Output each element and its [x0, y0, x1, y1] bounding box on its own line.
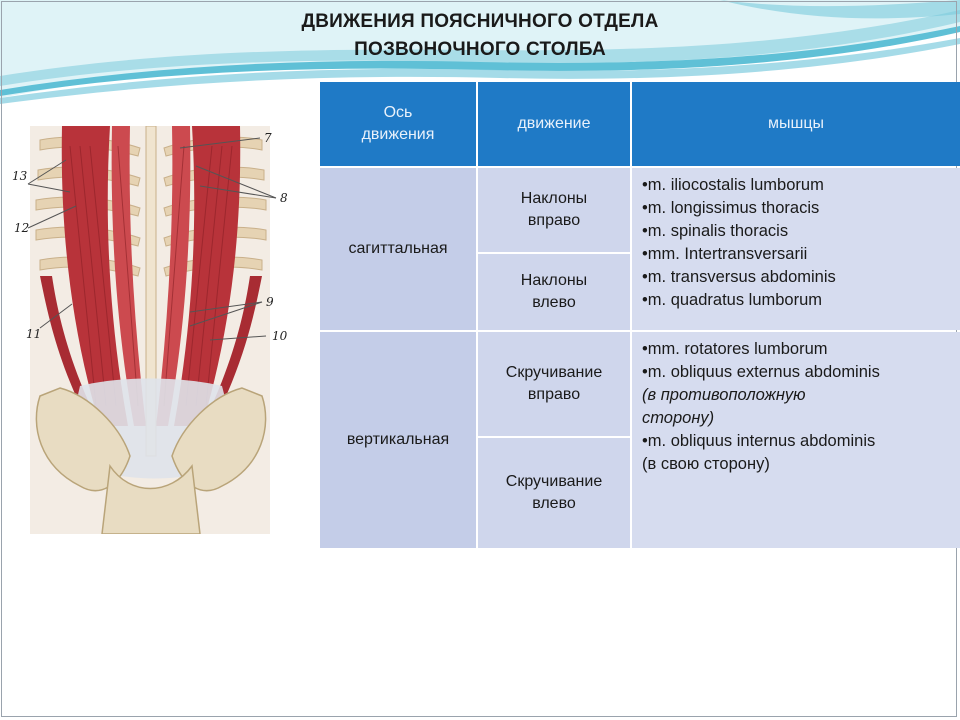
movement-label: влево [532, 294, 576, 311]
header-axis-line-2: движения [361, 126, 435, 143]
header-movement-label: движение [517, 115, 591, 132]
movement-label: Скручивание [505, 473, 603, 490]
title-line-1: ДВИЖЕНИЯ ПОЯСНИЧНОГО ОТДЕЛА [301, 11, 659, 32]
movement-cell-tilt-left [478, 254, 630, 330]
muscle-note: (в свою сторону) [642, 455, 770, 473]
header-muscles-label: мышцы [768, 115, 824, 132]
axis-cell-sagittal [320, 168, 476, 330]
movement-cell-twist-right [478, 332, 630, 436]
muscle-item: •m. quadratus lumborum [642, 291, 823, 309]
muscle-note: сторону) [642, 409, 715, 427]
movement-cell-tilt-right [478, 168, 630, 252]
muscle-item: •m. longissimus thoracis [642, 199, 820, 217]
movement-cell-twist-left [478, 438, 630, 548]
anatomy-illustration [0, 126, 320, 534]
movement-label: влево [532, 495, 576, 512]
header-muscles [632, 82, 960, 166]
back-muscles-drawing [0, 126, 320, 534]
movement-label: вправо [527, 386, 581, 403]
movement-label: Наклоны [520, 190, 588, 207]
muscle-item: •m. obliquus externus abdominis [642, 363, 880, 381]
muscle-note: (в противоположную [642, 386, 806, 404]
movement-label: Наклоны [520, 272, 588, 289]
figure-label-10: 10 [272, 329, 288, 343]
movement-label: Скручивание [505, 364, 603, 381]
muscle-item: •mm. Intertransversarii [642, 245, 808, 263]
axis-label-vertical: вертикальная [346, 431, 450, 448]
figure-label-7: 7 [264, 131, 272, 145]
figure-label-9: 9 [266, 295, 274, 309]
slide-title [150, 8, 810, 64]
muscles-cell-sagittal [632, 168, 960, 330]
header-axis [320, 82, 476, 166]
figure-label-8: 8 [280, 191, 288, 205]
muscle-item: •m. iliocostalis lumborum [642, 176, 824, 194]
title-line-2: ПОЗВОНОЧНОГО СТОЛБА [354, 39, 606, 60]
movements-table [320, 82, 960, 548]
header-movement [478, 82, 630, 166]
movement-label: вправо [527, 212, 581, 229]
axis-cell-vertical [320, 332, 476, 548]
header-axis-line-1: Ось [383, 104, 413, 121]
muscle-item: •m. spinalis thoracis [642, 222, 789, 240]
figure-label-13: 13 [12, 169, 28, 183]
muscle-item: •m. transversus abdominis [642, 268, 836, 286]
muscle-item: •mm. rotatores lumborum [642, 340, 828, 358]
figure-label-11: 11 [26, 327, 42, 341]
muscles-cell-vertical [632, 332, 960, 548]
muscle-item: •m. obliquus internus abdominis [642, 432, 876, 450]
axis-label-sagittal: сагиттальная [348, 240, 448, 257]
figure-label-12: 12 [14, 221, 30, 235]
